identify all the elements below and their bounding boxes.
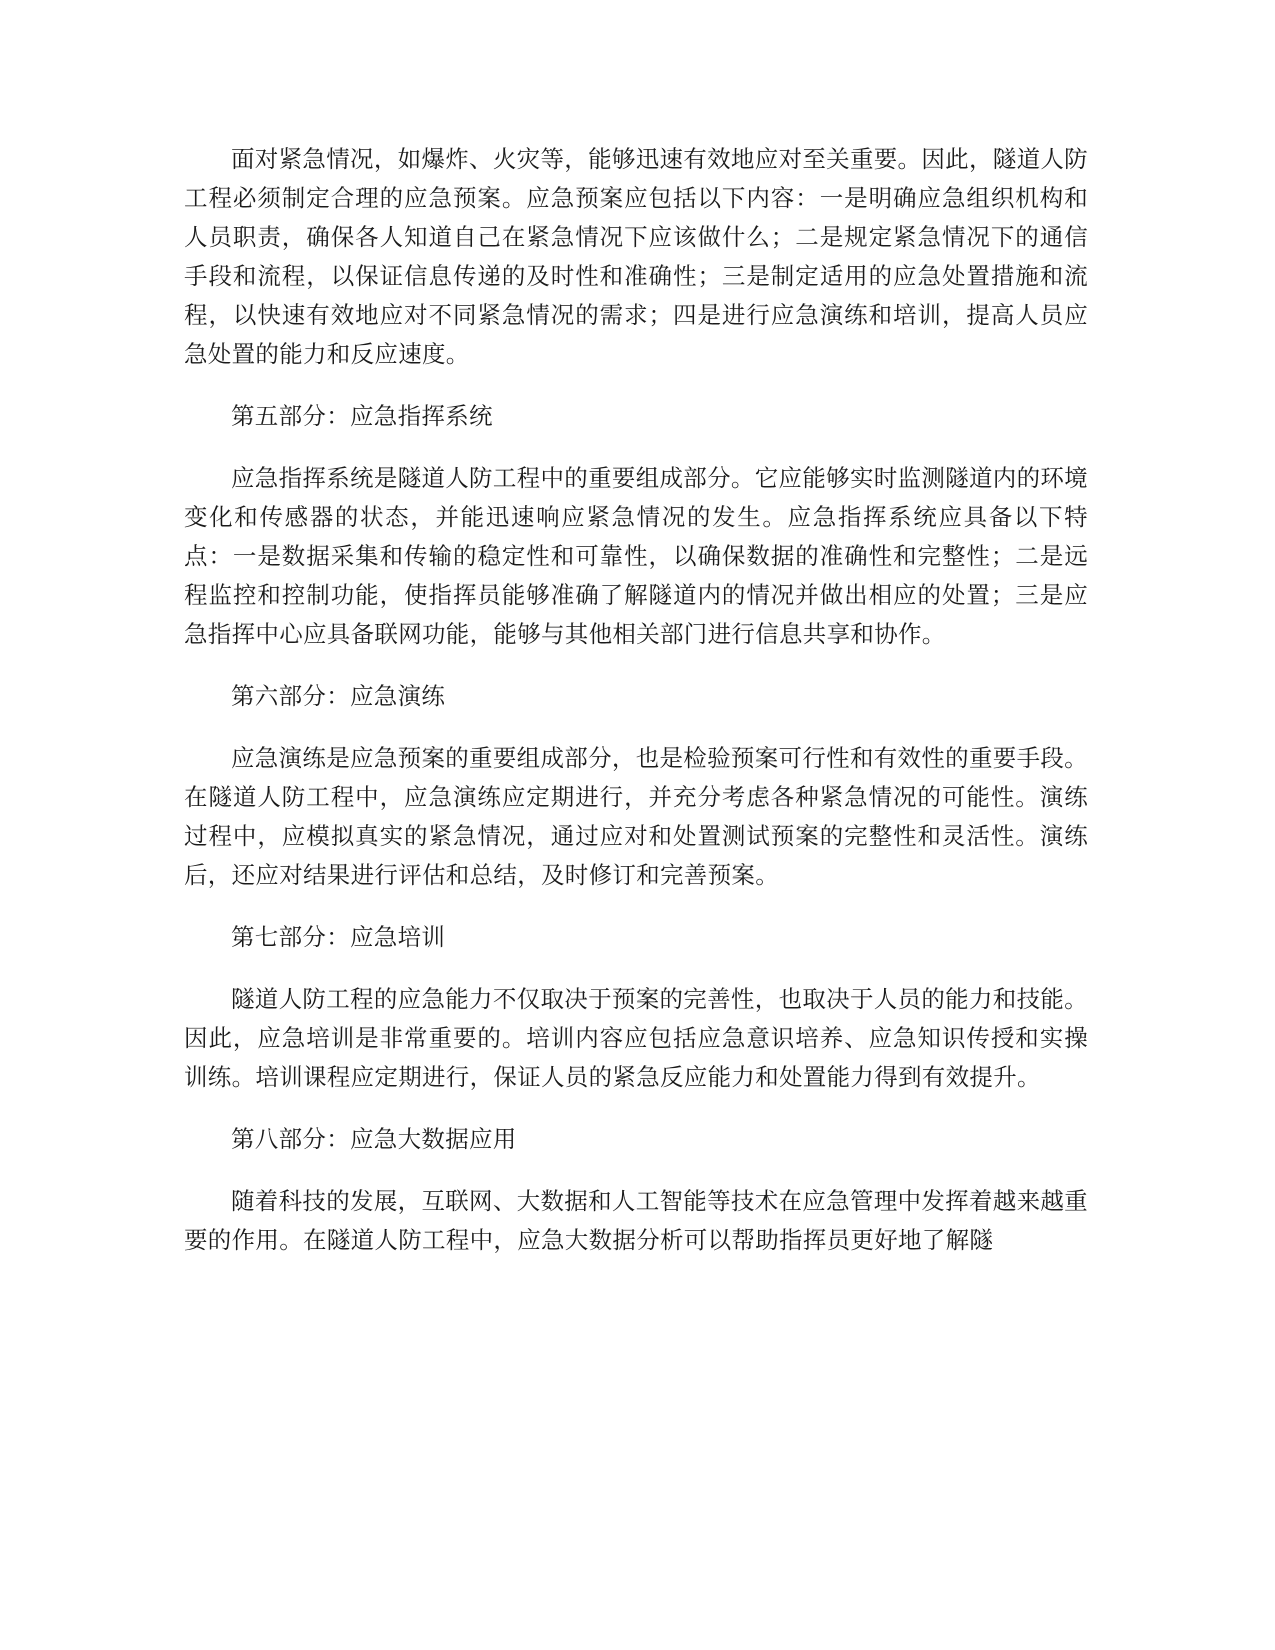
section-heading-8: 第八部分：应急大数据应用	[231, 1125, 517, 1153]
paragraph-emergency-plan: 面对紧急情况，如爆炸、火灾等，能够迅速有效地应对至关重要。因此，隧道人防工程必须制定合理的应急预案。应急预案应包括以下内容：一是明确应急组织机构和人员职责，确保各人知道自己在紧急情况下应该做什么；二是规定紧急情况下的通信手段和流程，以保证信息传递的及时性和准确性；三是制定适用的应急处置措施和流程，以快速有效地应对不同紧急情况的需求；四是进行应急演练和培训，提高人员应急处置的能力和反应速度。	[184, 145, 1088, 368]
section-heading-7: 第七部分：应急培训	[231, 923, 446, 951]
paragraph-emergency-drill: 应急演练是应急预案的重要组成部分，也是检验预案可行性和有效性的重要手段。在隧道人防工程中，应急演练应定期进行，并充分考虑各种紧急情况的可能性。演练过程中，应模拟真实的紧急情况，通过应对和处置测试预案的完整性和灵活性。演练后，还应对结果进行评估和总结，及时修订和完善预案。	[184, 744, 1088, 889]
paragraph-big-data: 随着科技的发展，互联网、大数据和人工智能等技术在应急管理中发挥着越来越重要的作用。在隧道人防工程中，应急大数据分析可以帮助指挥员更好地了解隧	[184, 1187, 1088, 1254]
paragraph-emergency-training: 隧道人防工程的应急能力不仅取决于预案的完善性，也取决于人员的能力和技能。因此，应急培训是非常重要的。培训内容应包括应急意识培养、应急知识传授和实操训练。培训课程应定期进行，保证人员的紧急反应能力和处置能力得到有效提升。	[184, 985, 1088, 1091]
document-page	[184, 140, 1088, 1283]
section-heading-6: 第六部分：应急演练	[231, 682, 446, 710]
paragraph-command-system: 应急指挥系统是隧道人防工程中的重要组成部分。它应能够实时监测隧道内的环境变化和传感器的状态，并能迅速响应紧急情况的发生。应急指挥系统应具备以下特点：一是数据采集和传输的稳定性和可靠性，以确保数据的准确性和完整性；二是远程监控和控制功能，使指挥员能够准确了解隧道内的情况并做出相应的处置；三是应急指挥中心应具备联网功能，能够与其他相关部门进行信息共享和协作。	[184, 464, 1088, 648]
section-heading-5: 第五部分：应急指挥系统	[231, 402, 493, 430]
